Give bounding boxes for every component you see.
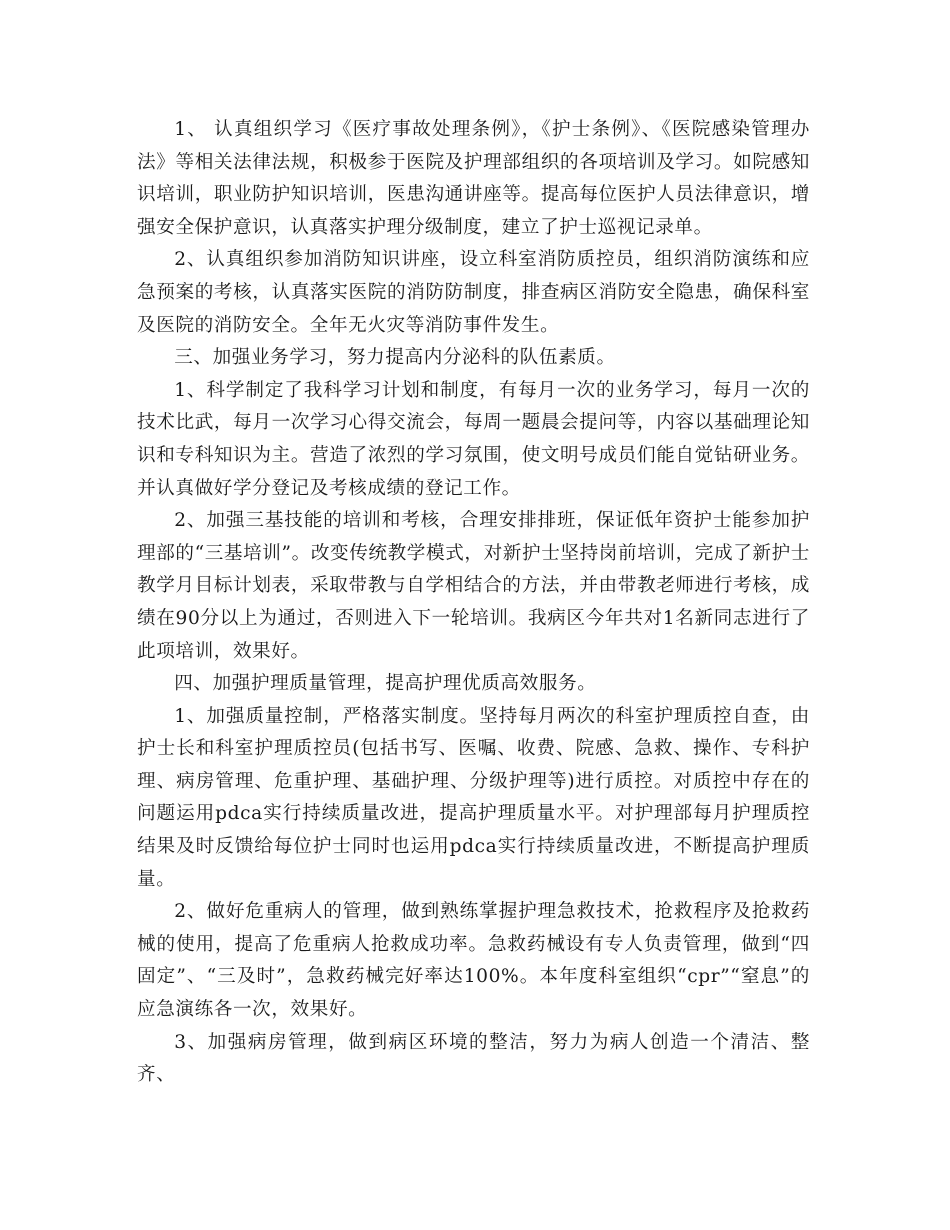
paragraph-1: 1、 认真组织学习《医疗事故处理条例》，《护士条例》、《医院感染管理办法》等相关法律法规，积极参于医院及护理部组织的各项培训及学习。如院感知识培训，职业防护知识培训，医患沟通讲座等。提高每位医护人员法律意识，增强安全保护意识，认真落实护理分级制度，建立了护士巡视记录单。 [137, 119, 810, 238]
section-heading-4: 四、加强护理质量管理，提高护理优质高效服务。 [174, 673, 597, 695]
paragraph-4-1: 1、加强质量控制，严格落实制度。坚持每月两次的科室护理质控自查，由护士长和科室护理质控员(包括书写、医嘱、收费、院感、急救、操作、专科护理、病房管理、危重护理、基础护理、分级护理等)进行质控。对质控中存在的问题运用pdca实行持续质量改进，提高护理质量水平。对护理部每月护理质控结果及时反馈给每位护士同时也运用pdca实行持续质量改进，不断提高护理质量。 [137, 705, 810, 890]
paragraph-3-2: 2、加强三基技能的培训和考核，合理安排排班，保证低年资护士能参加护理部的“三基培训”。改变传统教学模式，对新护士坚持岗前培训，完成了新护士教学月目标计划表，采取带教与自学相结合的方法，并由带教老师进行考核，成绩在90分以上为通过，否则进入下一轮培训。我病区今年共对1名新同志进行了此项培训，效果好。 [137, 510, 810, 662]
paragraph-2: 2、认真组织参加消防知识讲座，设立科室消防质控员，组织消防演练和应急预案的考核，认真落实医院的消防防制度，排查病区消防安全隐患，确保科室及医院的消防安全。全年无火灾等消防事件发生。 [137, 249, 810, 336]
paragraph-3-1: 1、科学制定了我科学习计划和制度，有每月一次的业务学习，每月一次的技术比武，每月一次学习心得交流会，每周一题晨会提问等，内容以基础理论知识和专科知识为主。营造了浓烈的学习氛围，使文明号成员们能自觉钻研业务。并认真做好学分登记及考核成绩的登记工作。 [137, 379, 810, 499]
section-heading-3: 三、加强业务学习，努力提高内分泌科的队伍素质。 [174, 347, 616, 369]
paragraph-4-3: 3、加强病房管理，做到病区环境的整洁，努力为病人创造一个清洁、整齐、 [137, 1031, 810, 1086]
document-page [137, 114, 810, 1092]
paragraph-4-2: 2、做好危重病人的管理，做到熟练掌握护理急救技术，抢救程序及抢救药械的使用，提高了危重病人抢救成功率。急救药械设有专人负责管理，做到“四固定”、“三及时”，急救药械完好率达100%。本年度科室组织“cpr”“窒息”的应急演练各一次，效果好。 [137, 901, 810, 1021]
